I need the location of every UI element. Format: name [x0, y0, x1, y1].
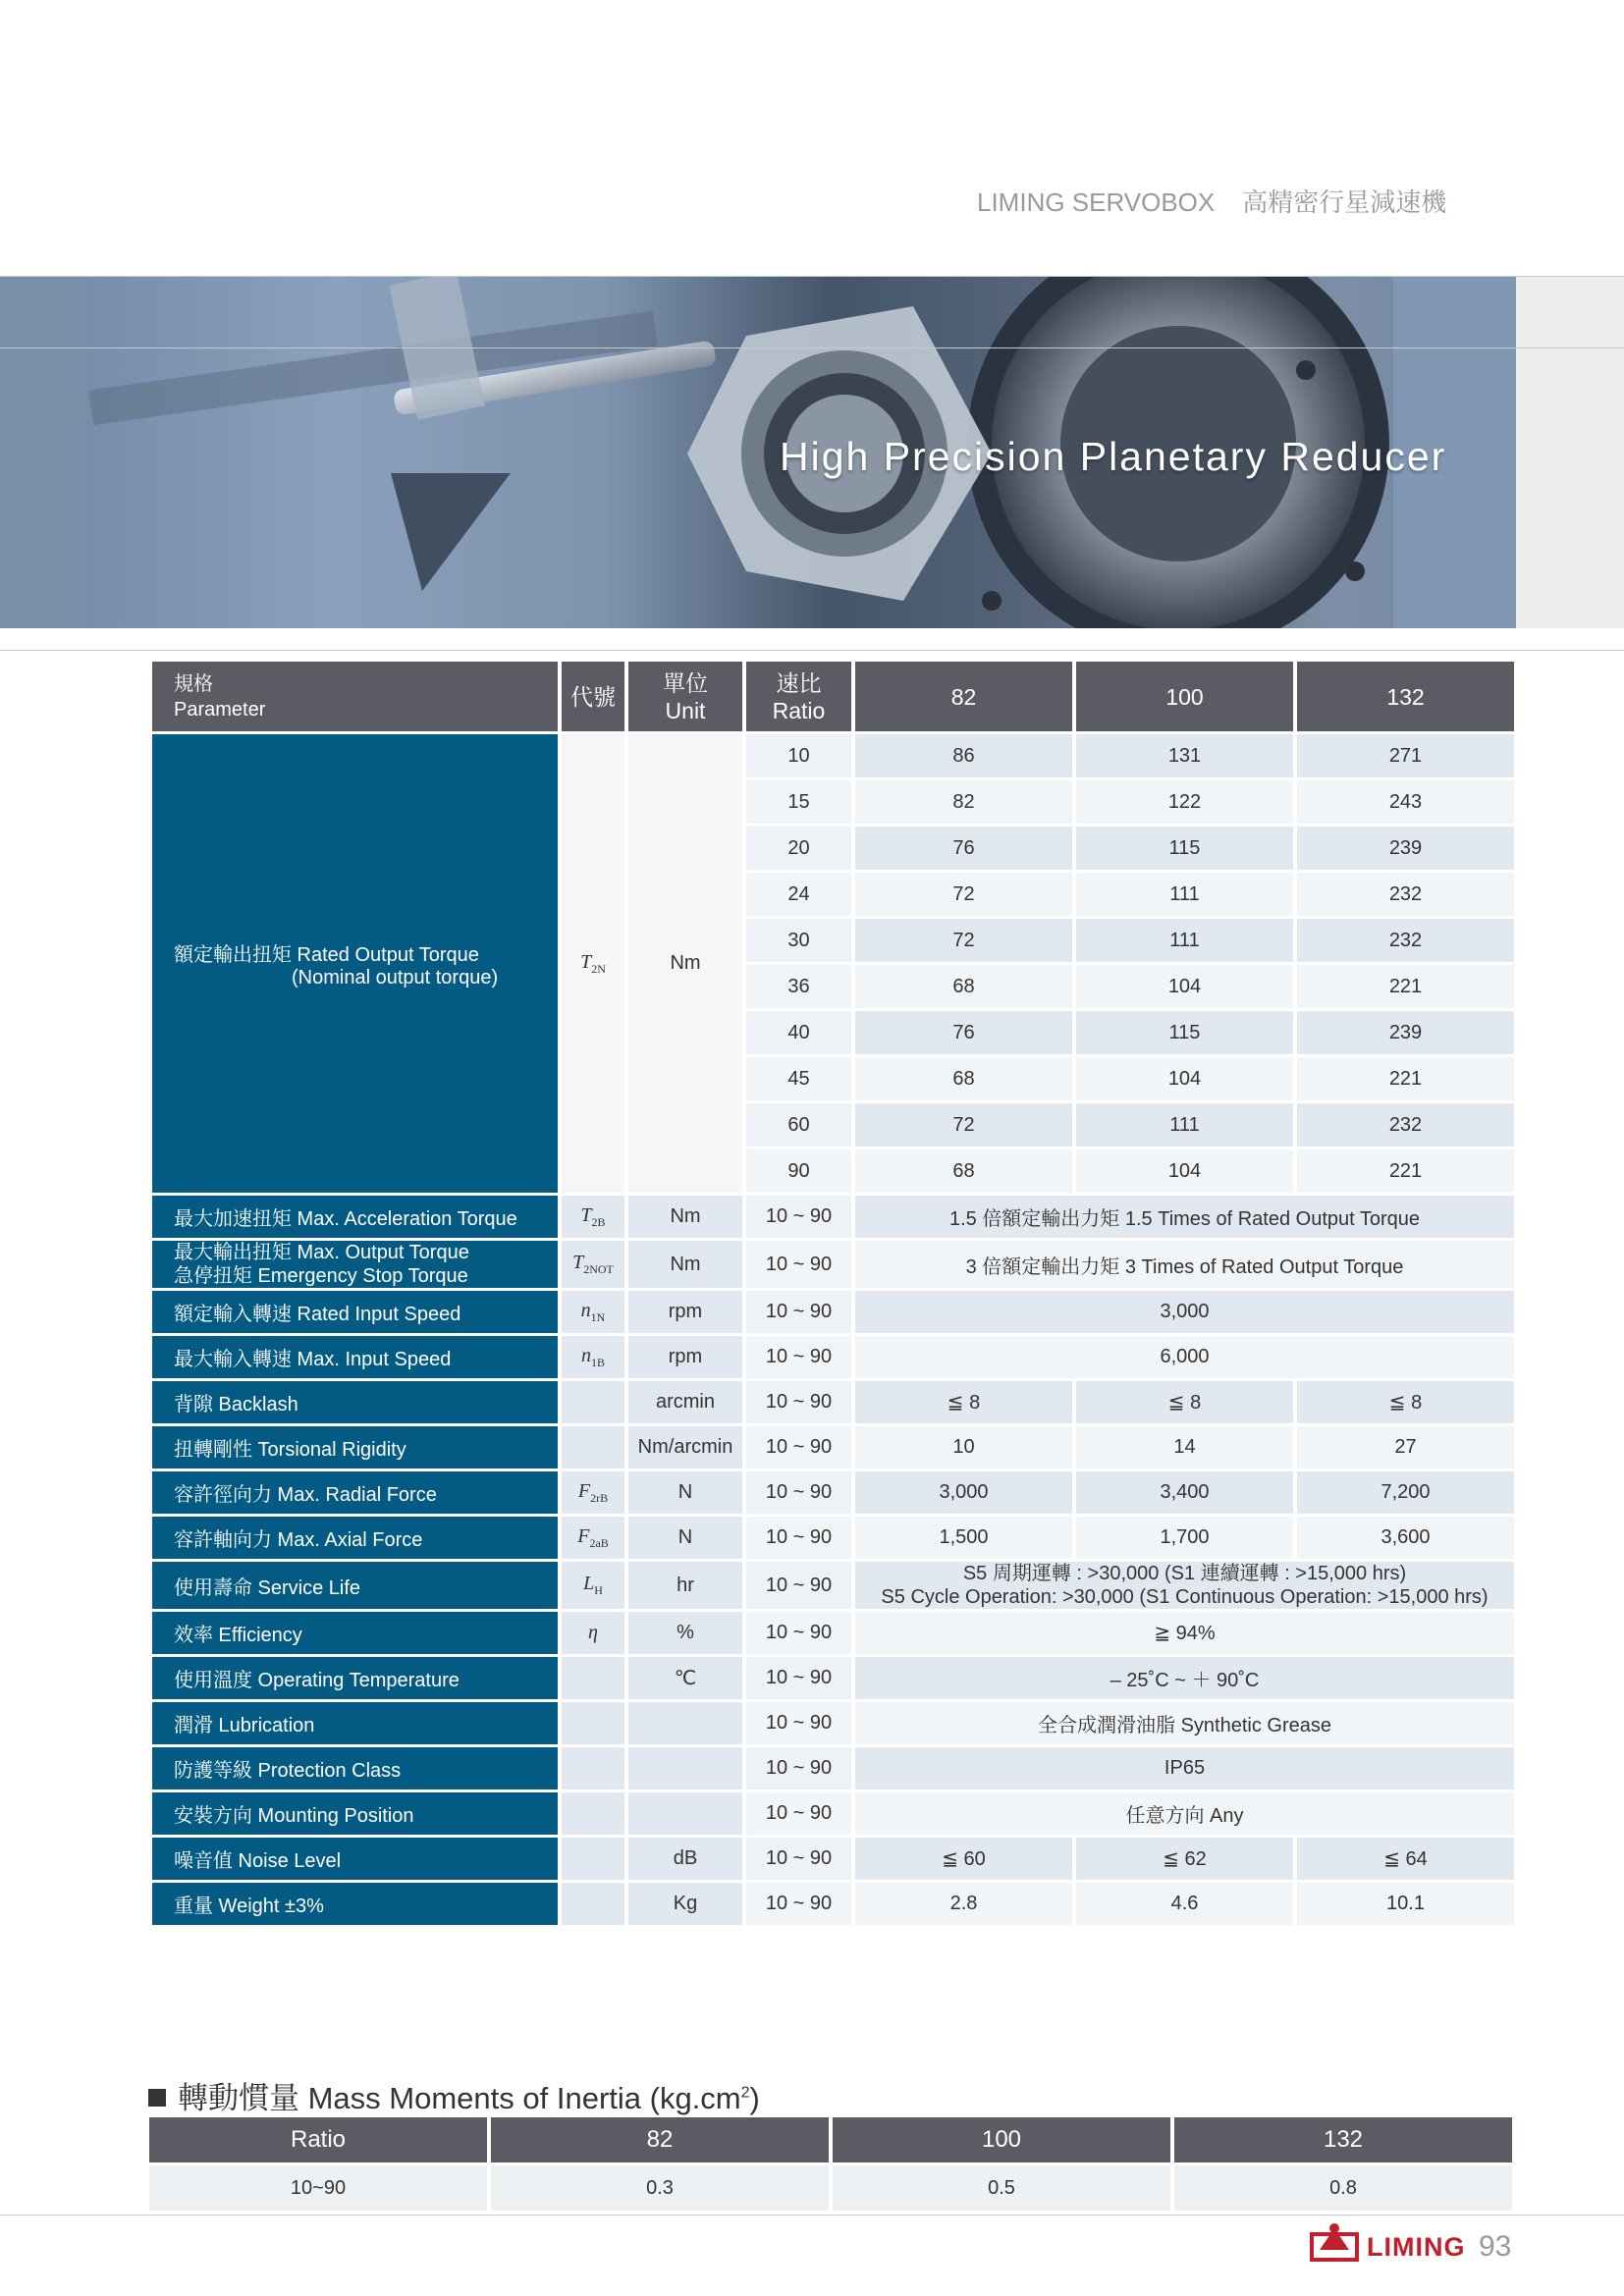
parameter-symbol: [562, 1196, 624, 1238]
parameter-unit: [628, 1792, 742, 1835]
value-cell: 104: [1076, 1149, 1293, 1193]
value-cell: 27: [1297, 1426, 1514, 1468]
parameter-symbol: [562, 1291, 624, 1333]
parameter-unit: arcmin: [628, 1381, 742, 1423]
ratio-cell: 24: [746, 873, 851, 916]
parameter-symbol: [562, 1381, 624, 1423]
symbol-letter: n: [580, 1299, 591, 1321]
rated-output-torque-label-line1: 額定輸出扭矩 Rated Output Torque: [174, 943, 479, 966]
header-ratio: 速比 Ratio: [746, 662, 851, 731]
value-cell: 68: [855, 1057, 1072, 1100]
parameter-symbol: [562, 1426, 624, 1468]
header-brand: LIMING SERVOBOX: [977, 187, 1216, 217]
parameter-unit: ℃: [628, 1657, 742, 1699]
value-cell: 72: [855, 919, 1072, 962]
table-row: [152, 1196, 1514, 1238]
table-row: [152, 1381, 1514, 1423]
rated-output-torque-unit: Nm: [628, 734, 742, 1193]
ratio-cell: 15: [746, 780, 851, 824]
table-row: [152, 1747, 1514, 1789]
ratio-cell: 10: [746, 734, 851, 777]
value-cell: 239: [1297, 827, 1514, 870]
parameter-label: 安裝方向 Mounting Position: [152, 1792, 558, 1835]
parameter-symbol: [562, 1747, 624, 1789]
header-size-132: 132: [1297, 662, 1514, 731]
ratio-cell: 10 ~ 90: [746, 1747, 851, 1789]
parameter-symbol: [562, 1702, 624, 1744]
value-cell: ≦ 8: [1076, 1381, 1293, 1423]
value-cell: 232: [1297, 873, 1514, 916]
ratio-cell: 10 ~ 90: [746, 1657, 851, 1699]
symbol-subscript: 2NOT: [583, 1262, 614, 1276]
parameter-symbol: [562, 1612, 624, 1654]
symbol-letter: T: [580, 1203, 592, 1226]
parameter-label: [152, 1241, 558, 1288]
value-cell: 2.8: [855, 1883, 1072, 1925]
value-cell: 111: [1076, 873, 1293, 916]
table-row: [152, 1838, 1514, 1880]
parameter-label: 容許徑向力 Max. Radial Force: [152, 1471, 558, 1514]
parameter-symbol: [562, 1838, 624, 1880]
merged-value-cell: 1.5 倍額定輸出力矩 1.5 Times of Rated Output Torque: [855, 1196, 1514, 1238]
value-cell: 7,200: [1297, 1471, 1514, 1514]
value-cell: 82: [855, 780, 1072, 824]
footer-logo-word: LIMING: [1367, 2232, 1466, 2262]
value-cell: 76: [855, 827, 1072, 870]
value-cell: 72: [855, 1103, 1072, 1147]
footer-logo: [1310, 2220, 1512, 2267]
inertia-header-100: 100: [833, 2117, 1170, 2163]
symbol-letter: F: [577, 1479, 591, 1502]
ratio-cell: 10 ~ 90: [746, 1562, 851, 1609]
parameter-label: 潤滑 Lubrication: [152, 1702, 558, 1744]
value-cell: 122: [1076, 780, 1293, 824]
ratio-cell: 36: [746, 965, 851, 1008]
ratio-cell: 10 ~ 90: [746, 1381, 851, 1423]
symbol-subscript: 2aB: [589, 1535, 609, 1550]
parameter-unit: N: [628, 1471, 742, 1514]
ratio-cell: 45: [746, 1057, 851, 1100]
parameter-unit: Kg: [628, 1883, 742, 1925]
parameter-unit: Nm/arcmin: [628, 1426, 742, 1468]
inertia-ratio: 10~90: [149, 2165, 487, 2211]
parameter-symbol: [562, 1562, 624, 1609]
rated-output-torque-symbol: [562, 734, 624, 1193]
table-row: [152, 1426, 1514, 1468]
table-row: [152, 1471, 1514, 1514]
value-cell: 243: [1297, 780, 1514, 824]
ratio-cell: 10 ~ 90: [746, 1291, 851, 1333]
page-number: 93: [1479, 2230, 1512, 2263]
inertia-header-132: 132: [1174, 2117, 1512, 2163]
footer-rule: [0, 2215, 1624, 2216]
symbol-letter: L: [583, 1573, 595, 1594]
ratio-cell: 60: [746, 1103, 851, 1147]
parameter-label: 防護等級 Protection Class: [152, 1747, 558, 1789]
value-cell: 4.6: [1076, 1883, 1293, 1925]
parameter-label-line2: 急停扭矩 Emergency Stop Torque: [174, 1265, 468, 1287]
value-cell: ≦ 62: [1076, 1838, 1293, 1880]
value-cell: 72: [855, 873, 1072, 916]
parameter-symbol: [562, 1336, 624, 1378]
header-size-100: 100: [1076, 662, 1293, 731]
value-cell: 3,400: [1076, 1471, 1293, 1514]
header-parameter: 規格 Parameter: [152, 662, 558, 731]
parameter-label: 噪音值 Noise Level: [152, 1838, 558, 1880]
parameter-label: 最大輸入轉速 Max. Input Speed: [152, 1336, 558, 1378]
ratio-cell: 10 ~ 90: [746, 1336, 851, 1378]
spec-header-row: [152, 662, 1514, 731]
inertia-title: 轉動慣量 Mass Moments of Inertia $(kg.cm^2)$: [148, 2073, 760, 2117]
parameter-unit: rpm: [628, 1336, 742, 1378]
table-row: [152, 1336, 1514, 1378]
symbol-subscript: 1N: [590, 1309, 606, 1324]
merged-value-cell: – 25˚C ~ ＋ 90˚C: [855, 1657, 1514, 1699]
ratio-cell: 10 ~ 90: [746, 1426, 851, 1468]
value-cell: 115: [1076, 827, 1293, 870]
value-cell: ≦ 60: [855, 1838, 1072, 1880]
value-cell: 68: [855, 965, 1072, 1008]
value-cell: 239: [1297, 1011, 1514, 1054]
table-row: [152, 1657, 1514, 1699]
table-row: [152, 1291, 1514, 1333]
value-cell: ≦ 8: [855, 1381, 1072, 1423]
symbol-subscript: 2N: [591, 961, 606, 976]
value-cell: 111: [1076, 1103, 1293, 1147]
header-unit: 單位 Unit: [628, 662, 742, 731]
value-cell: 14: [1076, 1426, 1293, 1468]
inertia-header-row: [149, 2117, 1512, 2163]
value-cell: 232: [1297, 1103, 1514, 1147]
ratio-cell: 10 ~ 90: [746, 1792, 851, 1835]
parameter-unit: Nm: [628, 1196, 742, 1238]
banner-rule: [0, 347, 1624, 348]
merged-value-cell: 3 倍額定輸出力矩 3 Times of Rated Output Torque: [855, 1241, 1514, 1288]
parameter-symbol: [562, 1471, 624, 1514]
parameter-unit: rpm: [628, 1291, 742, 1333]
banner-title: High Precision Planetary Reducer: [780, 434, 1447, 479]
parameter-label-line1: 最大輸出扭矩 Max. Output Torque: [174, 1242, 469, 1263]
table-row: [152, 1792, 1514, 1835]
value-cell: 3,600: [1297, 1517, 1514, 1559]
value-cell: 76: [855, 1011, 1072, 1054]
parameter-unit: Nm: [628, 1241, 742, 1288]
value-cell: 10: [855, 1426, 1072, 1468]
inertia-table: [145, 2114, 1516, 2214]
parameter-symbol: [562, 1883, 624, 1925]
value-cell: 271: [1297, 734, 1514, 777]
inertia-value-82: 0.3: [491, 2165, 829, 2211]
parameter-label: 效率 Efficiency: [152, 1612, 558, 1654]
parameter-unit: [628, 1747, 742, 1789]
value-cell: 1,700: [1076, 1517, 1293, 1559]
value-cell: 68: [855, 1149, 1072, 1193]
inertia-header-82: 82: [491, 2117, 829, 2163]
ratio-cell: 30: [746, 919, 851, 962]
table-row: [152, 1702, 1514, 1744]
table-row: [152, 1562, 1514, 1609]
value-cell: ≦ 8: [1297, 1381, 1514, 1423]
table-row: [152, 1241, 1514, 1288]
inertia-value-132: 0.8: [1174, 2165, 1512, 2211]
parameter-label: 使用壽命 Service Life: [152, 1562, 558, 1609]
ratio-cell: 40: [746, 1011, 851, 1054]
value-cell: 131: [1076, 734, 1293, 777]
parameter-symbol: [562, 1657, 624, 1699]
inertia-header-ratio: Ratio: [149, 2117, 487, 2163]
value-cell: 221: [1297, 1057, 1514, 1100]
value-cell: 232: [1297, 919, 1514, 962]
parameter-label: 額定輸入轉速 Rated Input Speed: [152, 1291, 558, 1333]
value-cell: 104: [1076, 1057, 1293, 1100]
parameter-label: 重量 Weight ±3%: [152, 1883, 558, 1925]
parameter-unit: [628, 1702, 742, 1744]
ratio-cell: 10 ~ 90: [746, 1517, 851, 1559]
ratio-cell: 10 ~ 90: [746, 1883, 851, 1925]
symbol-subscript: 2rB: [590, 1490, 609, 1505]
merged-value-cell: 任意方向 Any: [855, 1792, 1514, 1835]
ratio-cell: 10 ~ 90: [746, 1471, 851, 1514]
value-cell: 115: [1076, 1011, 1293, 1054]
header-subtitle: 高精密行星減速機: [1242, 187, 1447, 217]
parameter-unit: N: [628, 1517, 742, 1559]
value-cell: 10.1: [1297, 1883, 1514, 1925]
ratio-cell: 10 ~ 90: [746, 1838, 851, 1880]
ratio-cell: 10 ~ 90: [746, 1196, 851, 1238]
parameter-unit: %: [628, 1612, 742, 1654]
symbol-letter: T: [580, 950, 592, 973]
table-row: [152, 1517, 1514, 1559]
spec-table: [148, 659, 1518, 1928]
parameter-unit: hr: [628, 1562, 742, 1609]
value-cell: 86: [855, 734, 1072, 777]
rated-output-torque-label-line2: (Nominal output torque): [292, 966, 499, 988]
merged-value-cell: [855, 1562, 1514, 1609]
parameter-symbol: [562, 1792, 624, 1835]
symbol-subscript: 2B: [591, 1214, 606, 1229]
square-bullet-icon: [148, 2089, 166, 2107]
parameter-label: 使用溫度 Operating Temperature: [152, 1657, 558, 1699]
merged-value-line2: S5 Cycle Operation: >30,000 (S1 Continuous Operation: >15,000 hrs): [881, 1586, 1489, 1608]
header-brand-line: [977, 183, 1446, 219]
parameter-label: 背隙 Backlash: [152, 1381, 558, 1423]
ratio-cell: 10 ~ 90: [746, 1612, 851, 1654]
parameter-label: 最大加速扭矩 Max. Acceleration Torque: [152, 1196, 558, 1238]
parameter-unit: dB: [628, 1838, 742, 1880]
side-tab: [1516, 277, 1624, 628]
parameter-symbol: [562, 1241, 624, 1288]
symbol-letter: T: [572, 1252, 584, 1273]
parameter-symbol: [562, 1517, 624, 1559]
liming-logo-icon: [1310, 2220, 1359, 2262]
rated-output-torque-label: [152, 734, 558, 1193]
symbol-subscript: 1B: [590, 1355, 605, 1369]
value-cell: 1,500: [855, 1517, 1072, 1559]
header-size-82: 82: [855, 662, 1072, 731]
merged-value-cell: 3,000: [855, 1291, 1514, 1333]
table-row: [152, 1612, 1514, 1654]
ratio-cell: 90: [746, 1149, 851, 1193]
parameter-label: 容許軸向力 Max. Axial Force: [152, 1517, 558, 1559]
ratio-cell: 10 ~ 90: [746, 1241, 851, 1288]
merged-value-cell: 6,000: [855, 1336, 1514, 1378]
table-row: [152, 1883, 1514, 1925]
inertia-value-row: [149, 2165, 1512, 2211]
value-cell: ≦ 64: [1297, 1838, 1514, 1880]
value-cell: 221: [1297, 965, 1514, 1008]
symbol-subscript: H: [594, 1583, 603, 1597]
ratio-cell: 20: [746, 827, 851, 870]
merged-value-line1: S5 周期運轉 : >30,000 (S1 連續運轉 : >15,000 hrs): [962, 1563, 1407, 1584]
merged-value-cell: 全合成潤滑油脂 Synthetic Grease: [855, 1702, 1514, 1744]
value-cell: 104: [1076, 965, 1293, 1008]
banner-bottom-rule: [0, 650, 1624, 651]
symbol-letter: n: [580, 1344, 591, 1366]
parameter-label: 扭轉剛性 Torsional Rigidity: [152, 1426, 558, 1468]
value-cell: 221: [1297, 1149, 1514, 1193]
ratio-cell: 10 ~ 90: [746, 1702, 851, 1744]
merged-value-cell: ≧ 94%: [855, 1612, 1514, 1654]
symbol-letter: F: [577, 1524, 590, 1547]
inertia-value-100: 0.5: [833, 2165, 1170, 2211]
value-cell: 111: [1076, 919, 1293, 962]
merged-value-cell: IP65: [855, 1747, 1514, 1789]
symbol-letter: η: [588, 1622, 598, 1643]
header-symbol: 代號: [562, 662, 624, 731]
table-row: [152, 734, 1514, 777]
value-cell: 3,000: [855, 1471, 1072, 1514]
